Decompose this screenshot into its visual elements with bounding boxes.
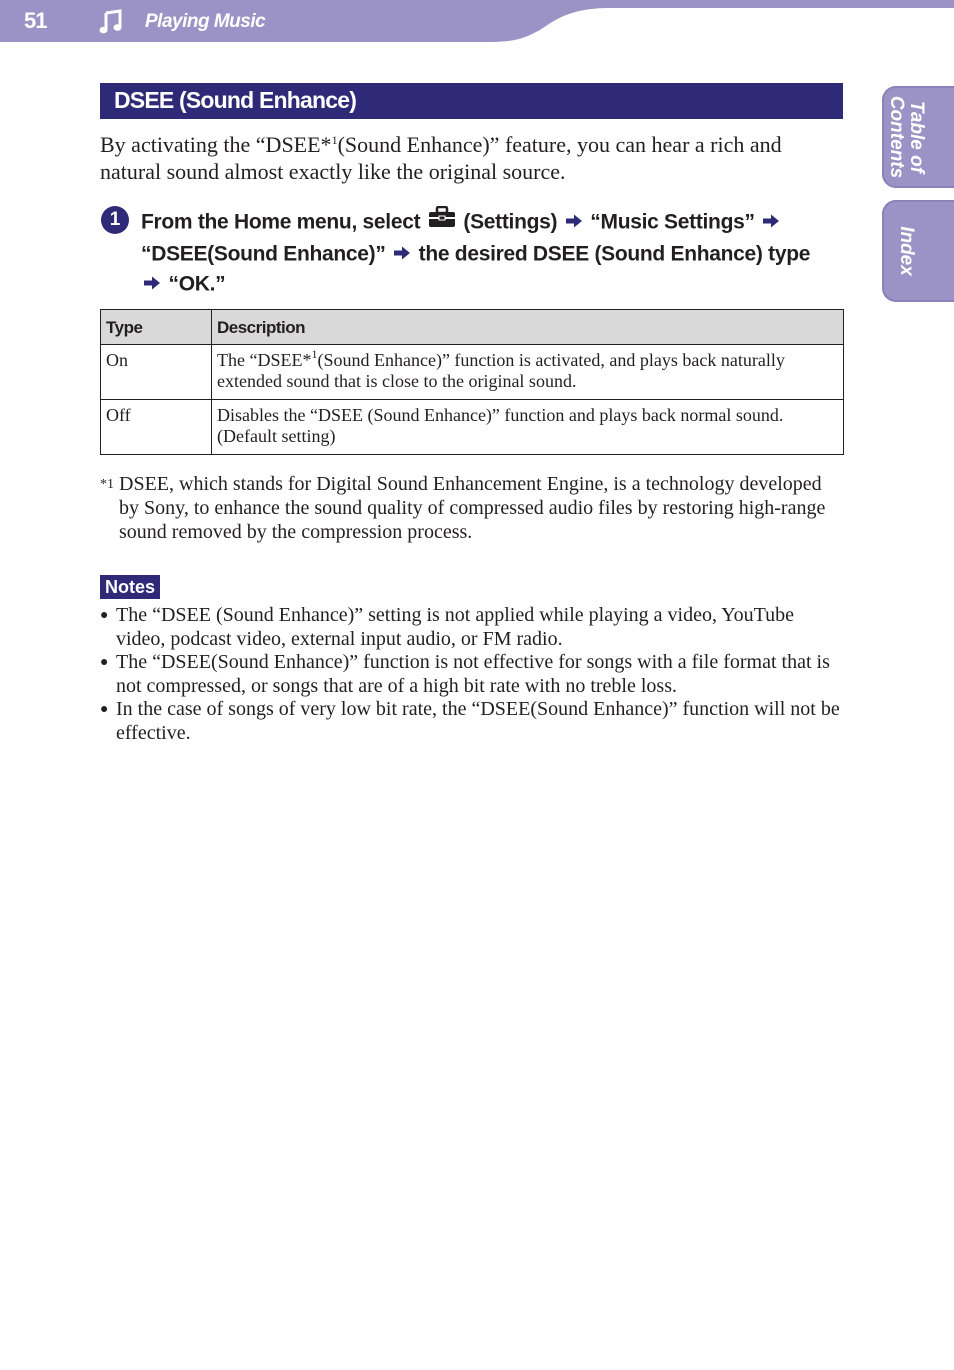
index-tab[interactable] (882, 200, 954, 302)
column-header-description: Description (212, 310, 844, 345)
step-instruction: From the Home menu, select (Settings) “Music Settings” “DSEE(Sound Enhance)” the desired DSEE (Sound Enhance) type “OK.” (141, 206, 831, 300)
list-item: ● In the case of songs of very low bit rate, the “DSEE(Sound Enhance)” function will not be effective. (100, 698, 840, 744)
index-tab-label: Index (896, 226, 917, 276)
list-item: ● The “DSEE(Sound Enhance)” function is not effective for songs with a file format that is not compressed, or songs that are of a high bit rate with no treble loss. (100, 651, 830, 697)
footnote-mark: *1 (100, 477, 114, 492)
description-cell: Disables the “DSEE (Sound Enhance)” function and plays back normal sound. (Default setting) (212, 400, 844, 455)
toolbox-icon (428, 206, 456, 236)
notes-list (100, 604, 840, 745)
notes-label: Notes (100, 575, 160, 599)
column-header-type: Type (101, 310, 212, 345)
toc-tab-label: Table of Contents (886, 95, 927, 179)
table-row (101, 400, 844, 455)
bullet-icon: ● (100, 702, 109, 717)
table-row (101, 345, 844, 400)
music-note-icon (98, 9, 124, 40)
table-of-contents-tab[interactable] (882, 86, 954, 188)
description-cell: The “DSEE*$^1$(Sound Enhance)” function is activated, and plays back naturally extended sound that is close to the original sound. (212, 345, 844, 400)
type-cell: Off (101, 400, 212, 455)
arrow-right-icon (143, 270, 161, 298)
type-cell: On (101, 345, 212, 400)
section-title: Playing Music (145, 11, 266, 32)
bullet-icon: ● (100, 608, 109, 623)
footnote-ref[interactable]: 1 (331, 133, 338, 147)
page-header (0, 0, 954, 42)
intro-paragraph: By activating the “DSEE*$^1$(Sound Enhance)” feature, you can hear a rich and natural sound almost exactly like the original source. (100, 132, 782, 184)
step-number-badge: 1 (101, 206, 129, 234)
bullet-icon: ● (100, 655, 109, 670)
table-header-row (101, 310, 844, 345)
page-number: 51 (24, 8, 47, 33)
page-title: DSEE (Sound Enhance) (114, 87, 357, 113)
section-heading-bar (100, 83, 843, 119)
dsee-type-table (100, 309, 844, 455)
arrow-right-icon (565, 208, 583, 236)
arrow-right-icon (762, 208, 780, 236)
arrow-right-icon (393, 240, 411, 268)
footnote-text: DSEE, which stands for Digital Sound Enhancement Engine, is a technology developed by Sony, to enhance the sound quality of compressed audio files by restoring high-range sound removed by the compression process. (119, 473, 826, 543)
header-band (0, 0, 954, 42)
list-item: ● The “DSEE (Sound Enhance)” setting is not applied while playing a video, YouTube video, podcast video, external input audio, or FM radio. (100, 604, 795, 650)
